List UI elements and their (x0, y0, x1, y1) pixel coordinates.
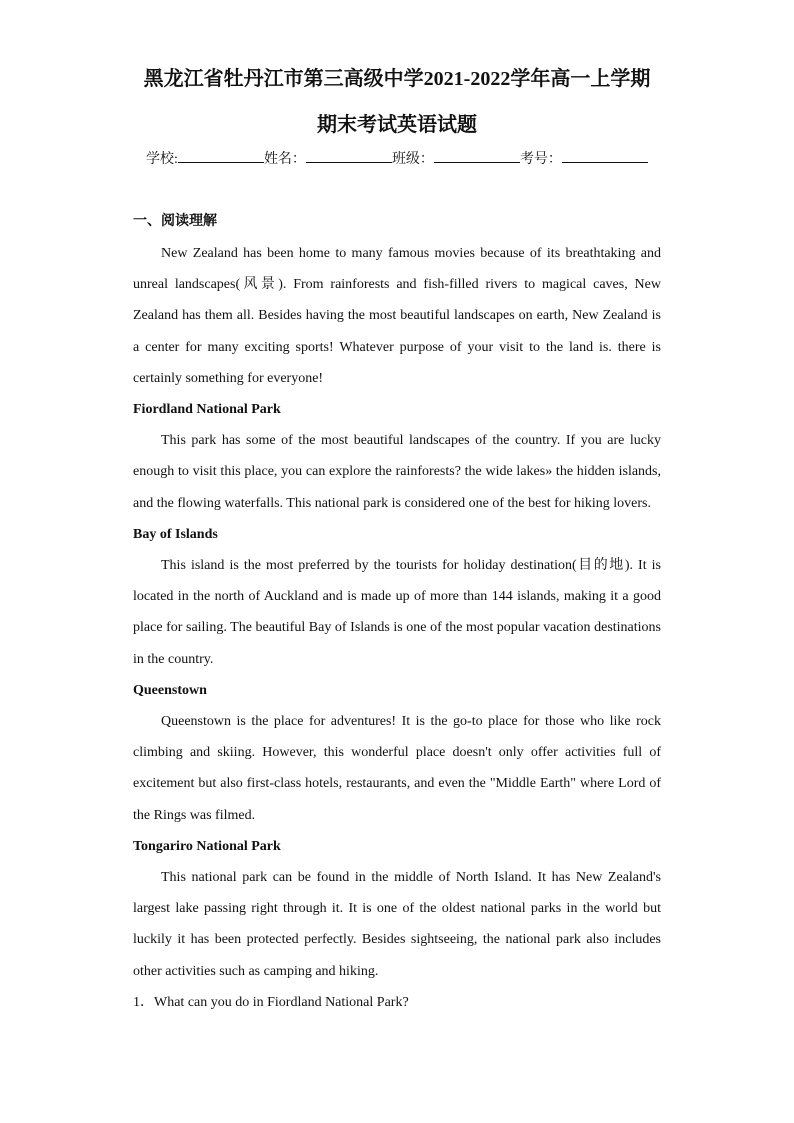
section-heading: Bay of Islands (133, 526, 218, 542)
student-info-row (0, 147, 794, 170)
name-blank (306, 147, 392, 163)
exam-title-line-1: 黑龙江省牡丹江市第三高级中学2021-2022学年高一上学期 (143, 68, 651, 90)
section-heading: Tongariro National Park (133, 838, 281, 854)
section-paragraph: This national park can be found in the middle of North Island. It has New Zealand's largest lake passing right through it. It is one of the oldest national parks in the world but luckily it has been protected perfectly. Besides sightseeing, the national park also includes other activities such as camping and hiking. (133, 870, 661, 979)
question-1: 1．What can you do in Fiordland National Park? (133, 994, 409, 1010)
school-label: 学校: (146, 152, 178, 167)
section-heading: Fiordland National Park (133, 402, 281, 418)
name-label: 姓名： (263, 152, 306, 167)
class-label: 班级： (391, 152, 434, 167)
exam-title-line-2: 期末考试英语试题 (317, 114, 477, 136)
section-paragraph: This park has some of the most beautiful landscapes of the country. If you are lucky enough to visit this place, you can explore the rainforests? the wide lakes» the hidden islands, and the flowing waterfalls. This national park is considered one of the best for hiking lovers. (133, 433, 661, 511)
intro-paragraph: New Zealand has been home to many famous movies because of its breathtaking and unreal landscapes(风景). From rainforests and fish-filled rivers to magical caves, New Zealand has them all. Besides having the most beautiful landscapes on earth, New Zealand is a center for many exciting sports! Whatever purpose of your visit to the land is. there is certainly something for everyone! (133, 246, 661, 386)
section-title: 一、阅读理解 (133, 214, 217, 229)
reading-passage (133, 238, 661, 1018)
section-heading: Queenstown (133, 682, 207, 698)
class-blank (434, 147, 520, 163)
school-blank (178, 147, 264, 163)
exam-number-label: 考号： (519, 152, 562, 167)
section-paragraph: Queenstown is the place for adventures! It is the go-to place for those who like rock climbing and skiing. However, this wonderful place doesn't only offer activities full of excitement but also first-class hotels, restaurants, and even the "Middle Earth" where Lord of the Rings was filmed. (133, 714, 661, 823)
section-paragraph: This island is the most preferred by the tourists for holiday destination(目的地). It is located in the north of Auckland and is made up of more than 144 islands, making it a good place for sailing. The beautiful Bay of Islands is one of the most popular vacation destinations in the country. (133, 558, 661, 667)
exam-number-blank (562, 147, 648, 163)
